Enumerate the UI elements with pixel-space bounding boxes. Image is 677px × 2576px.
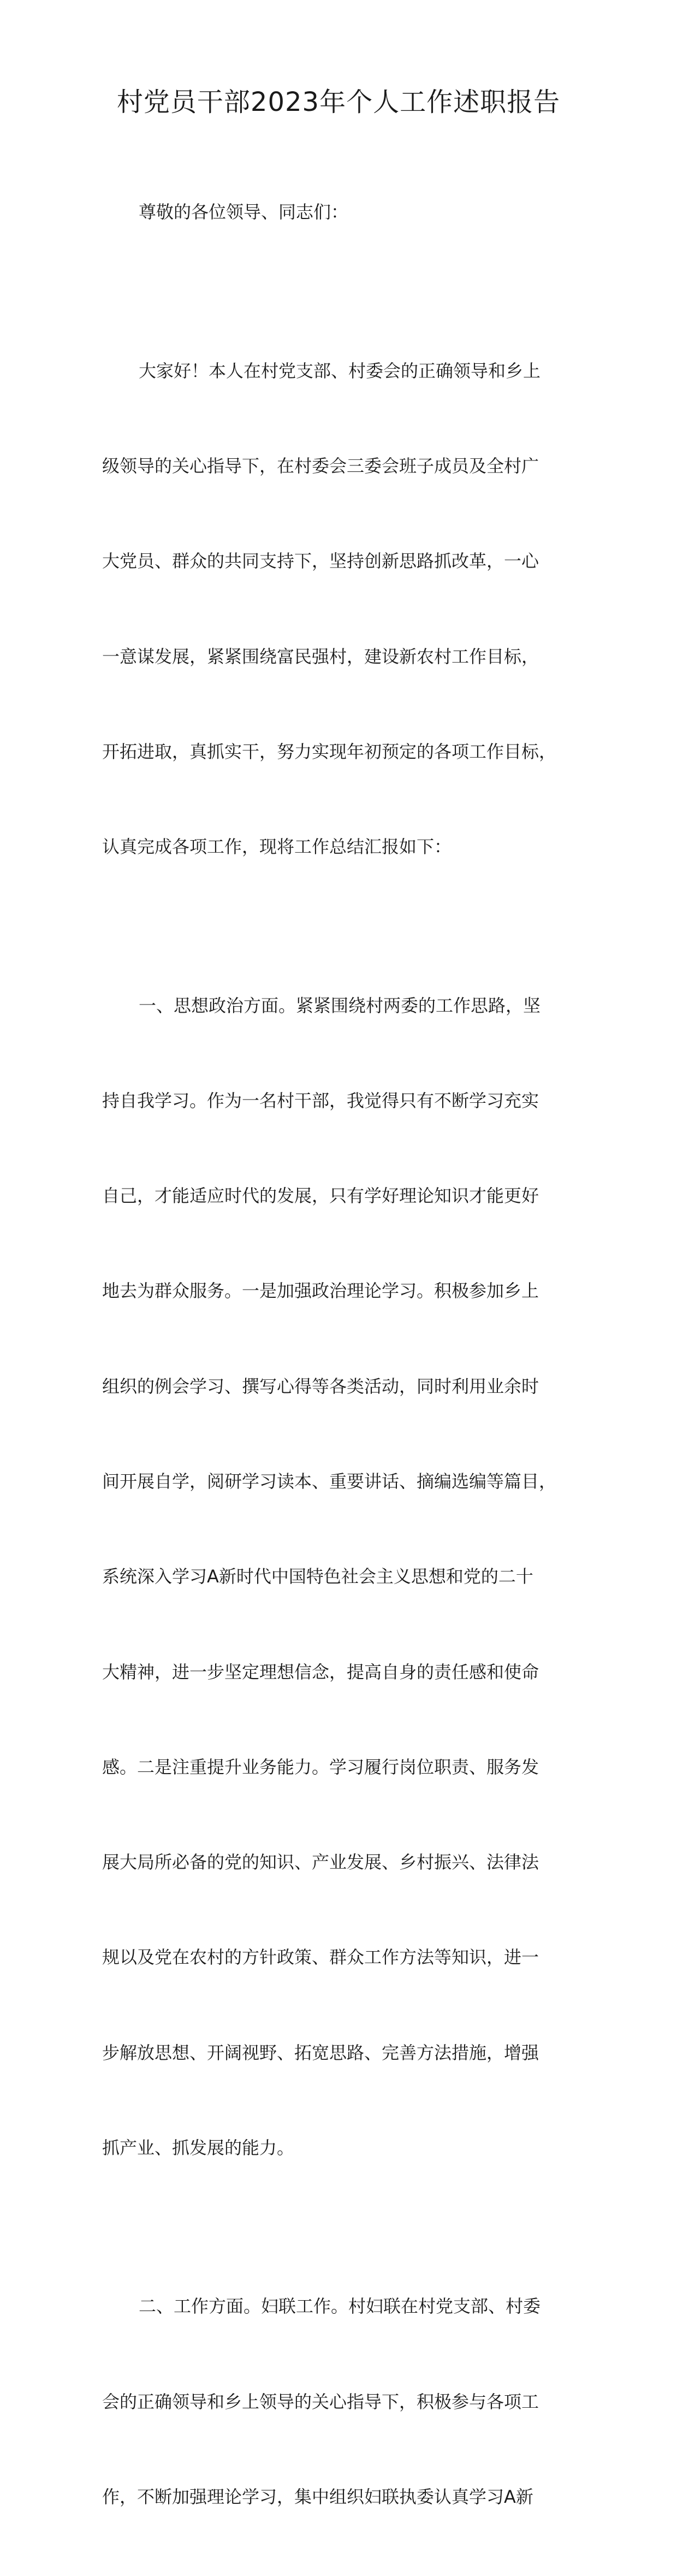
text-line: 尊敬的各位领导、同志们：: [139, 202, 349, 223]
intro-paragraph: [102, 291, 583, 926]
salutation-paragraph: [102, 133, 583, 291]
text-line: 一、思想政治方面。紧紧围绕村两委的工作思路，坚: [139, 995, 541, 1016]
text-line: 开拓进取，真抓实干，努力实现年初预定的各项工作目标，: [102, 741, 557, 762]
text-line: 一意谋发展，紧紧围绕富民强村，建设新农村工作目标，: [102, 646, 539, 667]
text-line: 抓产业、抓发展的能力。: [102, 2137, 295, 2158]
text-line: 大家好！本人在村党支部、村委会的正确领导和乡上: [139, 360, 541, 381]
text-line: 地去为群众服务。一是加强政治理论学习。积极参加乡上: [102, 1280, 539, 1302]
section-1-paragraph: [102, 926, 583, 2227]
text-line: 大党员、群众的共同支持下，坚持创新思路抓改革，一心: [102, 551, 539, 572]
text-line: 系统深入学习A新时代中国特色社会主义思想和党的二十: [102, 1566, 533, 1587]
text-line: 展大局所必备的党的知识、产业发展、乡村振兴、法律法: [102, 1852, 539, 1873]
text-line: 感。二是注重提升业务能力。学习履行岗位职责、服务发: [102, 1756, 539, 1777]
text-line: 作，不断加强理论学习，集中组织妇联执委认真学习A新: [102, 2486, 533, 2507]
document-body: [102, 133, 583, 2576]
text-line: 会的正确领导和乡上领导的关心指导下，积极参与各项工: [102, 2391, 539, 2412]
text-line: 规以及党在农村的方针政策、群众工作方法等知识，进一: [102, 1947, 539, 1968]
text-line: 大精神，进一步坚定理想信念，提高自身的责任感和使命: [102, 1661, 539, 1682]
document-title: 村党员干部2023年个人工作述职报告: [116, 87, 561, 117]
text-line: 持自我学习。作为一名村干部，我觉得只有不断学习充实: [102, 1090, 539, 1111]
text-line: 组织的例会学习、撰写心得等各类活动，同时利用业余时: [102, 1375, 539, 1397]
text-line: 自己，才能适应时代的发展，只有学好理论知识才能更好: [102, 1185, 539, 1207]
section-2-paragraph: [102, 2227, 583, 2576]
text-line: 认真完成各项工作，现将工作总结汇报如下：: [102, 836, 452, 858]
text-line: 二、工作方面。妇联工作。村妇联在村党支部、村委: [139, 2296, 541, 2317]
text-line: 间开展自学，阅研学习读本、重要讲话、摘编选编等篇目，: [102, 1470, 557, 1492]
text-line: 级领导的关心指导下，在村委会三委会班子成员及全村广: [102, 455, 539, 476]
text-line: 步解放思想、开阔视野、拓宽思路、完善方法措施，增强: [102, 2042, 539, 2063]
